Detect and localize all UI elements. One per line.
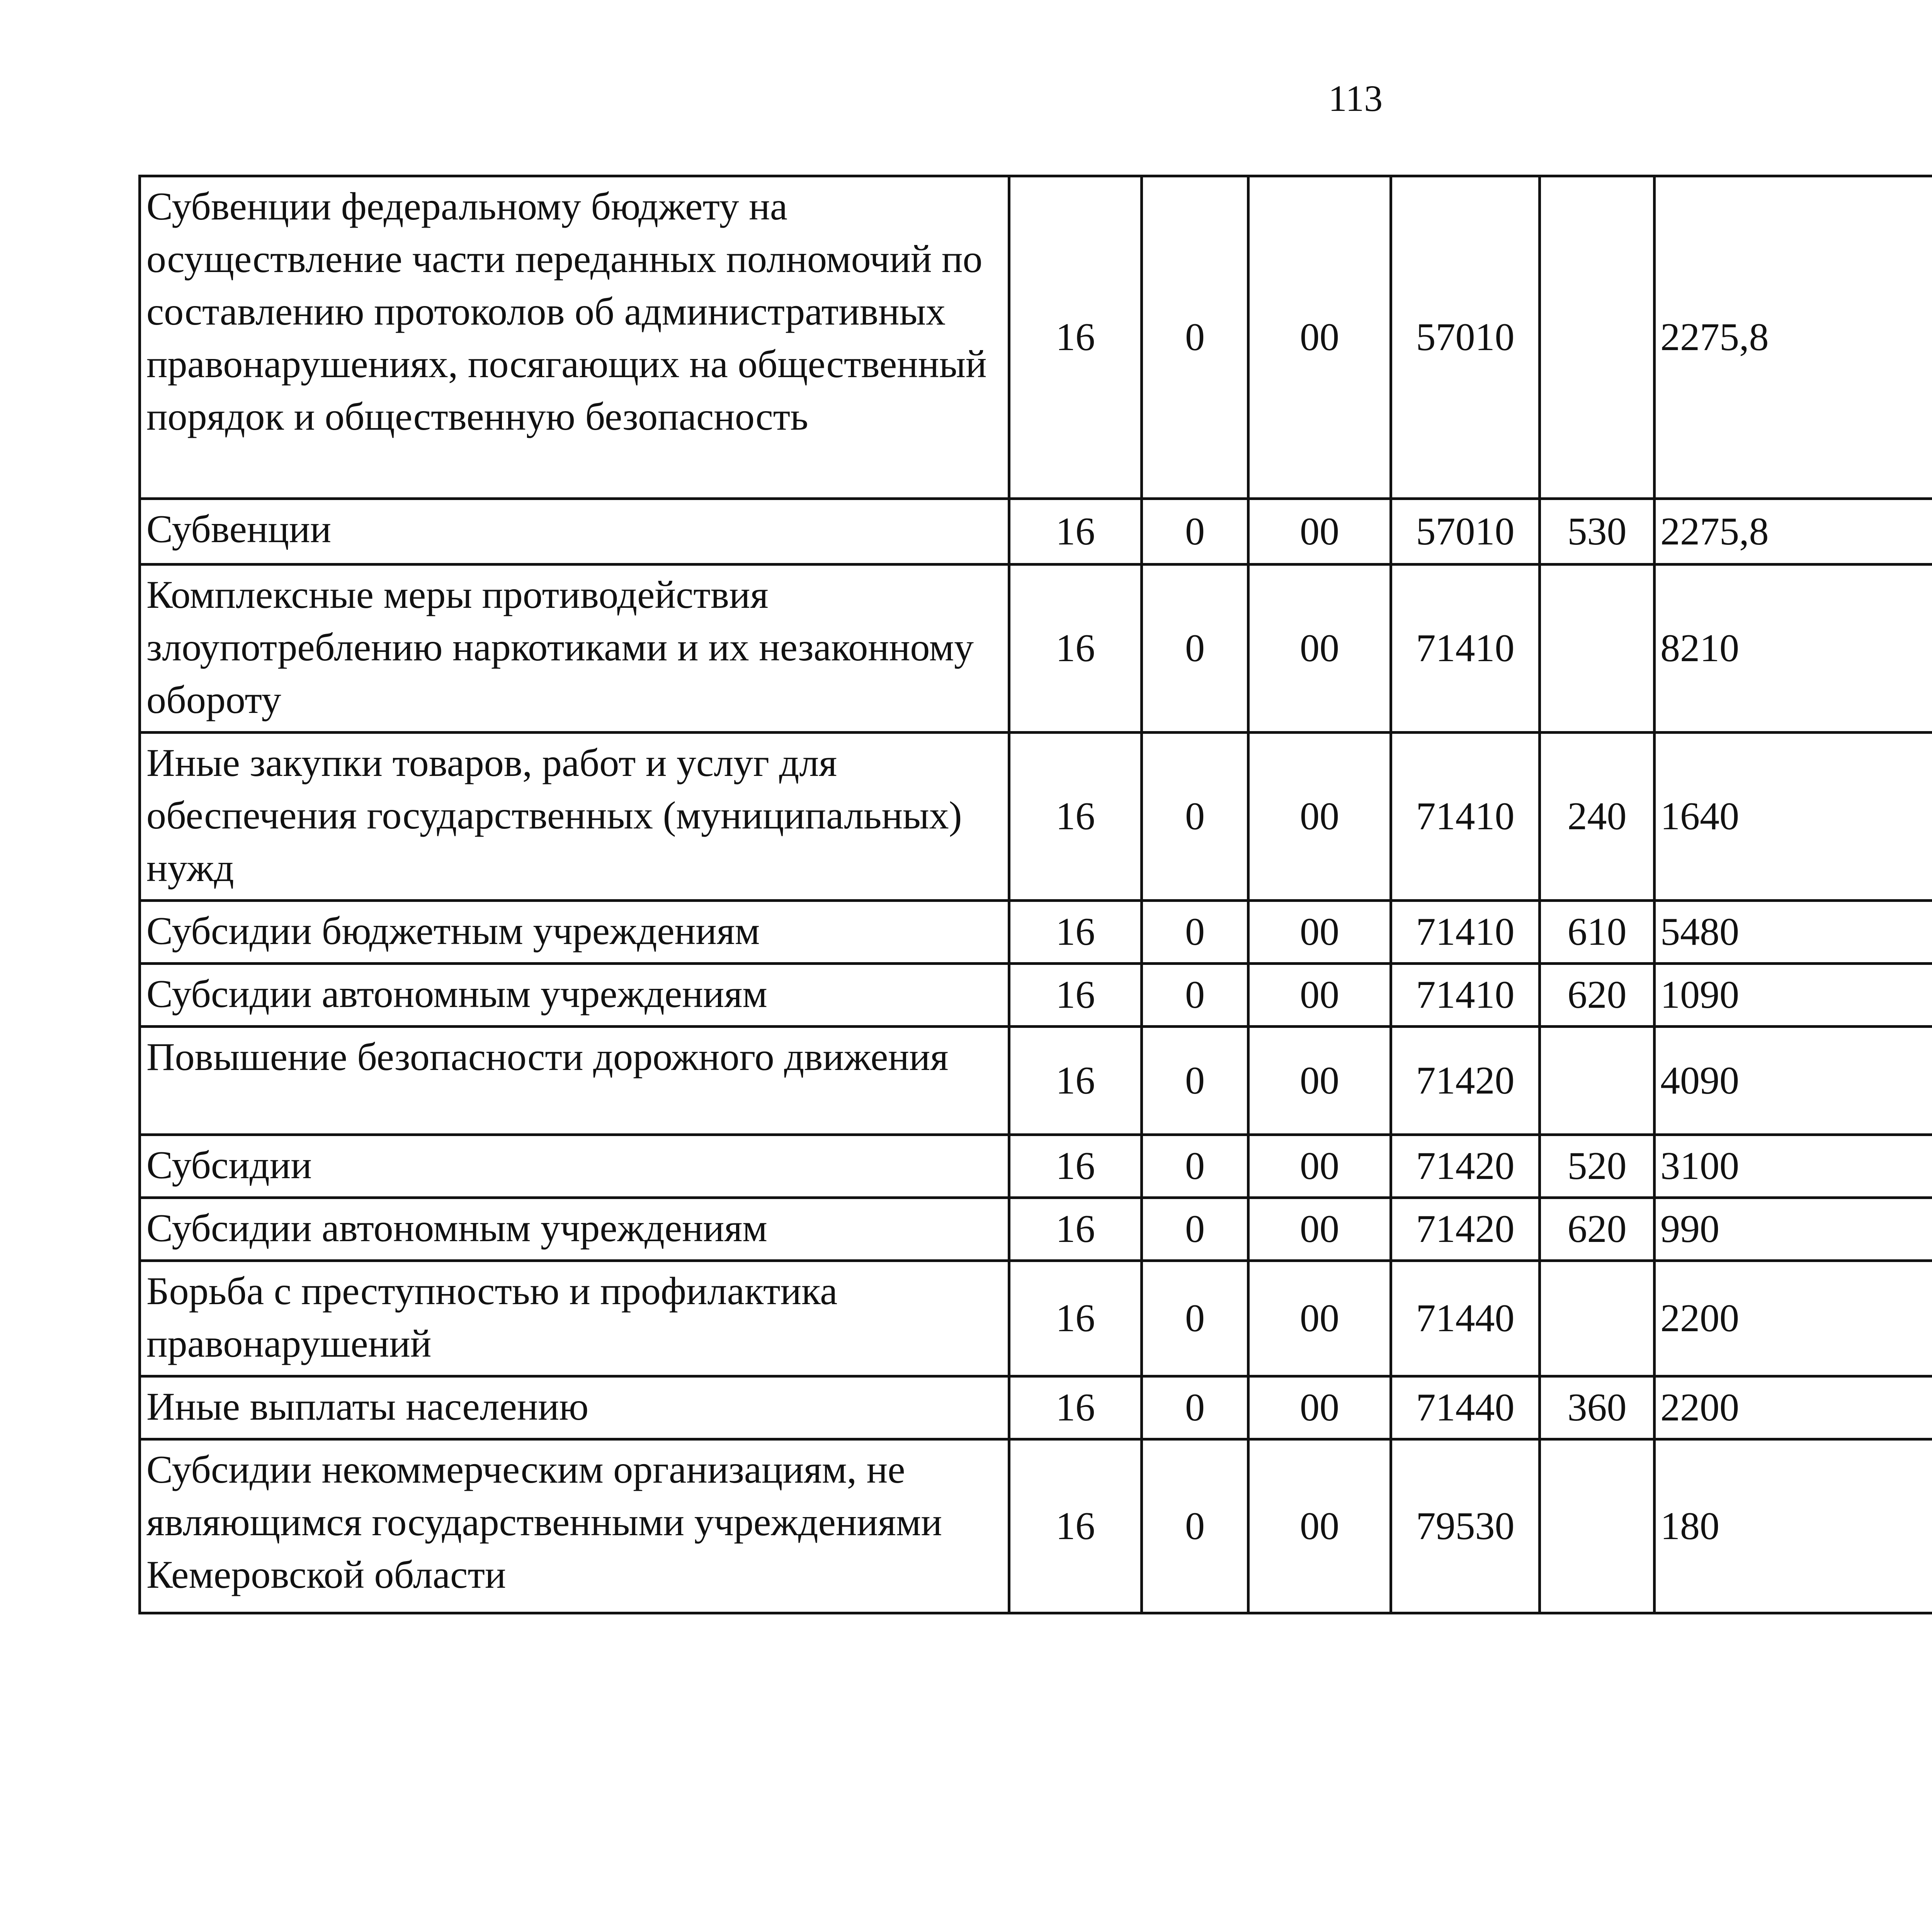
table-row [140, 733, 1932, 901]
code-subprogram: 0 [1142, 1027, 1248, 1135]
code-expense-type [1540, 565, 1655, 733]
table-row [140, 964, 1932, 1027]
code-direction: 71410 [1391, 901, 1540, 964]
budget-table [138, 175, 1932, 1614]
code-group: 00 [1248, 901, 1391, 964]
code-group: 00 [1248, 1261, 1391, 1376]
code-direction: 71410 [1391, 565, 1540, 733]
code-expense-type: 360 [1540, 1376, 1655, 1439]
code-subprogram: 0 [1142, 1135, 1248, 1198]
code-section: 16 [1009, 964, 1142, 1027]
code-expense-type [1540, 1027, 1655, 1135]
code-section: 16 [1009, 499, 1142, 565]
code-section: 16 [1009, 176, 1142, 499]
code-expense-type [1540, 176, 1655, 499]
code-direction: 71420 [1391, 1027, 1540, 1135]
amount-year-1: 2200 [1655, 1376, 1932, 1439]
code-expense-type: 620 [1540, 1198, 1655, 1261]
code-section: 16 [1009, 1198, 1142, 1261]
code-direction: 57010 [1391, 499, 1540, 565]
code-group: 00 [1248, 176, 1391, 499]
code-group: 00 [1248, 1198, 1391, 1261]
code-subprogram: 0 [1142, 1376, 1248, 1439]
code-direction: 71440 [1391, 1376, 1540, 1439]
code-expense-type: 530 [1540, 499, 1655, 565]
code-section: 16 [1009, 1439, 1142, 1613]
code-subprogram: 0 [1142, 499, 1248, 565]
row-name: Субсидии автономным учреждениям [140, 1198, 1009, 1261]
code-subprogram: 0 [1142, 1261, 1248, 1376]
code-expense-type: 240 [1540, 733, 1655, 901]
code-subprogram: 0 [1142, 176, 1248, 499]
code-group: 00 [1248, 1439, 1391, 1613]
table-row [140, 1027, 1932, 1135]
code-group: 00 [1248, 565, 1391, 733]
table-row [140, 1198, 1932, 1261]
row-name: Борьба с преступностью и профилактика правонарушений [140, 1261, 1009, 1376]
row-name: Субсидии [140, 1135, 1009, 1198]
code-section: 16 [1009, 901, 1142, 964]
row-name: Повышение безопасности дорожного движения [140, 1027, 1009, 1135]
code-group: 00 [1248, 1135, 1391, 1198]
code-direction: 79530 [1391, 1439, 1540, 1613]
code-section: 16 [1009, 1376, 1142, 1439]
code-group: 00 [1248, 499, 1391, 565]
code-section: 16 [1009, 733, 1142, 901]
code-group: 00 [1248, 1027, 1391, 1135]
code-expense-type: 520 [1540, 1135, 1655, 1198]
amount-year-1: 180 [1655, 1439, 1932, 1613]
page-number: 113 [1328, 78, 1383, 119]
table-row [140, 565, 1932, 733]
code-expense-type: 620 [1540, 964, 1655, 1027]
row-name: Иные выплаты населению [140, 1376, 1009, 1439]
row-name: Субсидии бюджетным учреждениям [140, 901, 1009, 964]
row-name: Иные закупки товаров, работ и услуг для обеспечения государственных (муниципальных) нужд [140, 733, 1009, 901]
code-group: 00 [1248, 1376, 1391, 1439]
code-subprogram: 0 [1142, 964, 1248, 1027]
amount-year-1: 2275,8 [1655, 499, 1932, 565]
code-expense-type [1540, 1439, 1655, 1613]
code-subprogram: 0 [1142, 565, 1248, 733]
code-direction: 57010 [1391, 176, 1540, 499]
table-row [140, 1261, 1932, 1376]
amount-year-1: 1090 [1655, 964, 1932, 1027]
code-subprogram: 0 [1142, 1198, 1248, 1261]
table-row [140, 901, 1932, 964]
row-name: Субсидии некоммерческим организациям, не являющимся государственными учреждениями Кемеровской области [140, 1439, 1009, 1613]
code-subprogram: 0 [1142, 901, 1248, 964]
code-direction: 71440 [1391, 1261, 1540, 1376]
code-section: 16 [1009, 1261, 1142, 1376]
table-row [140, 176, 1932, 499]
code-subprogram: 0 [1142, 733, 1248, 901]
code-section: 16 [1009, 1135, 1142, 1198]
code-direction: 71420 [1391, 1198, 1540, 1261]
amount-year-1: 990 [1655, 1198, 1932, 1261]
code-direction: 71410 [1391, 964, 1540, 1027]
table-row [140, 1135, 1932, 1198]
table-row [140, 1376, 1932, 1439]
code-direction: 71410 [1391, 733, 1540, 901]
row-name: Субвенции федеральному бюджету на осуществление части переданных полномочий по составлению протоколов об административных правонарушениях, посягающих на общественный порядок и общественную безопасность [140, 176, 1009, 499]
code-expense-type [1540, 1261, 1655, 1376]
code-direction: 71420 [1391, 1135, 1540, 1198]
row-name: Комплексные меры противодействия злоупотреблению наркотиками и их незаконному обороту [140, 565, 1009, 733]
code-group: 00 [1248, 733, 1391, 901]
amount-year-1: 1640 [1655, 733, 1932, 901]
code-section: 16 [1009, 565, 1142, 733]
code-group: 00 [1248, 964, 1391, 1027]
amount-year-1: 4090 [1655, 1027, 1932, 1135]
amount-year-1: 8210 [1655, 565, 1932, 733]
code-subprogram: 0 [1142, 1439, 1248, 1613]
amount-year-1: 5480 [1655, 901, 1932, 964]
amount-year-1: 2200 [1655, 1261, 1932, 1376]
row-name: Субсидии автономным учреждениям [140, 964, 1009, 1027]
table-row [140, 499, 1932, 565]
code-expense-type: 610 [1540, 901, 1655, 964]
amount-year-1: 2275,8 [1655, 176, 1932, 499]
amount-year-1: 3100 [1655, 1135, 1932, 1198]
table-row [140, 1439, 1932, 1613]
code-section: 16 [1009, 1027, 1142, 1135]
row-name: Субвенции [140, 499, 1009, 565]
